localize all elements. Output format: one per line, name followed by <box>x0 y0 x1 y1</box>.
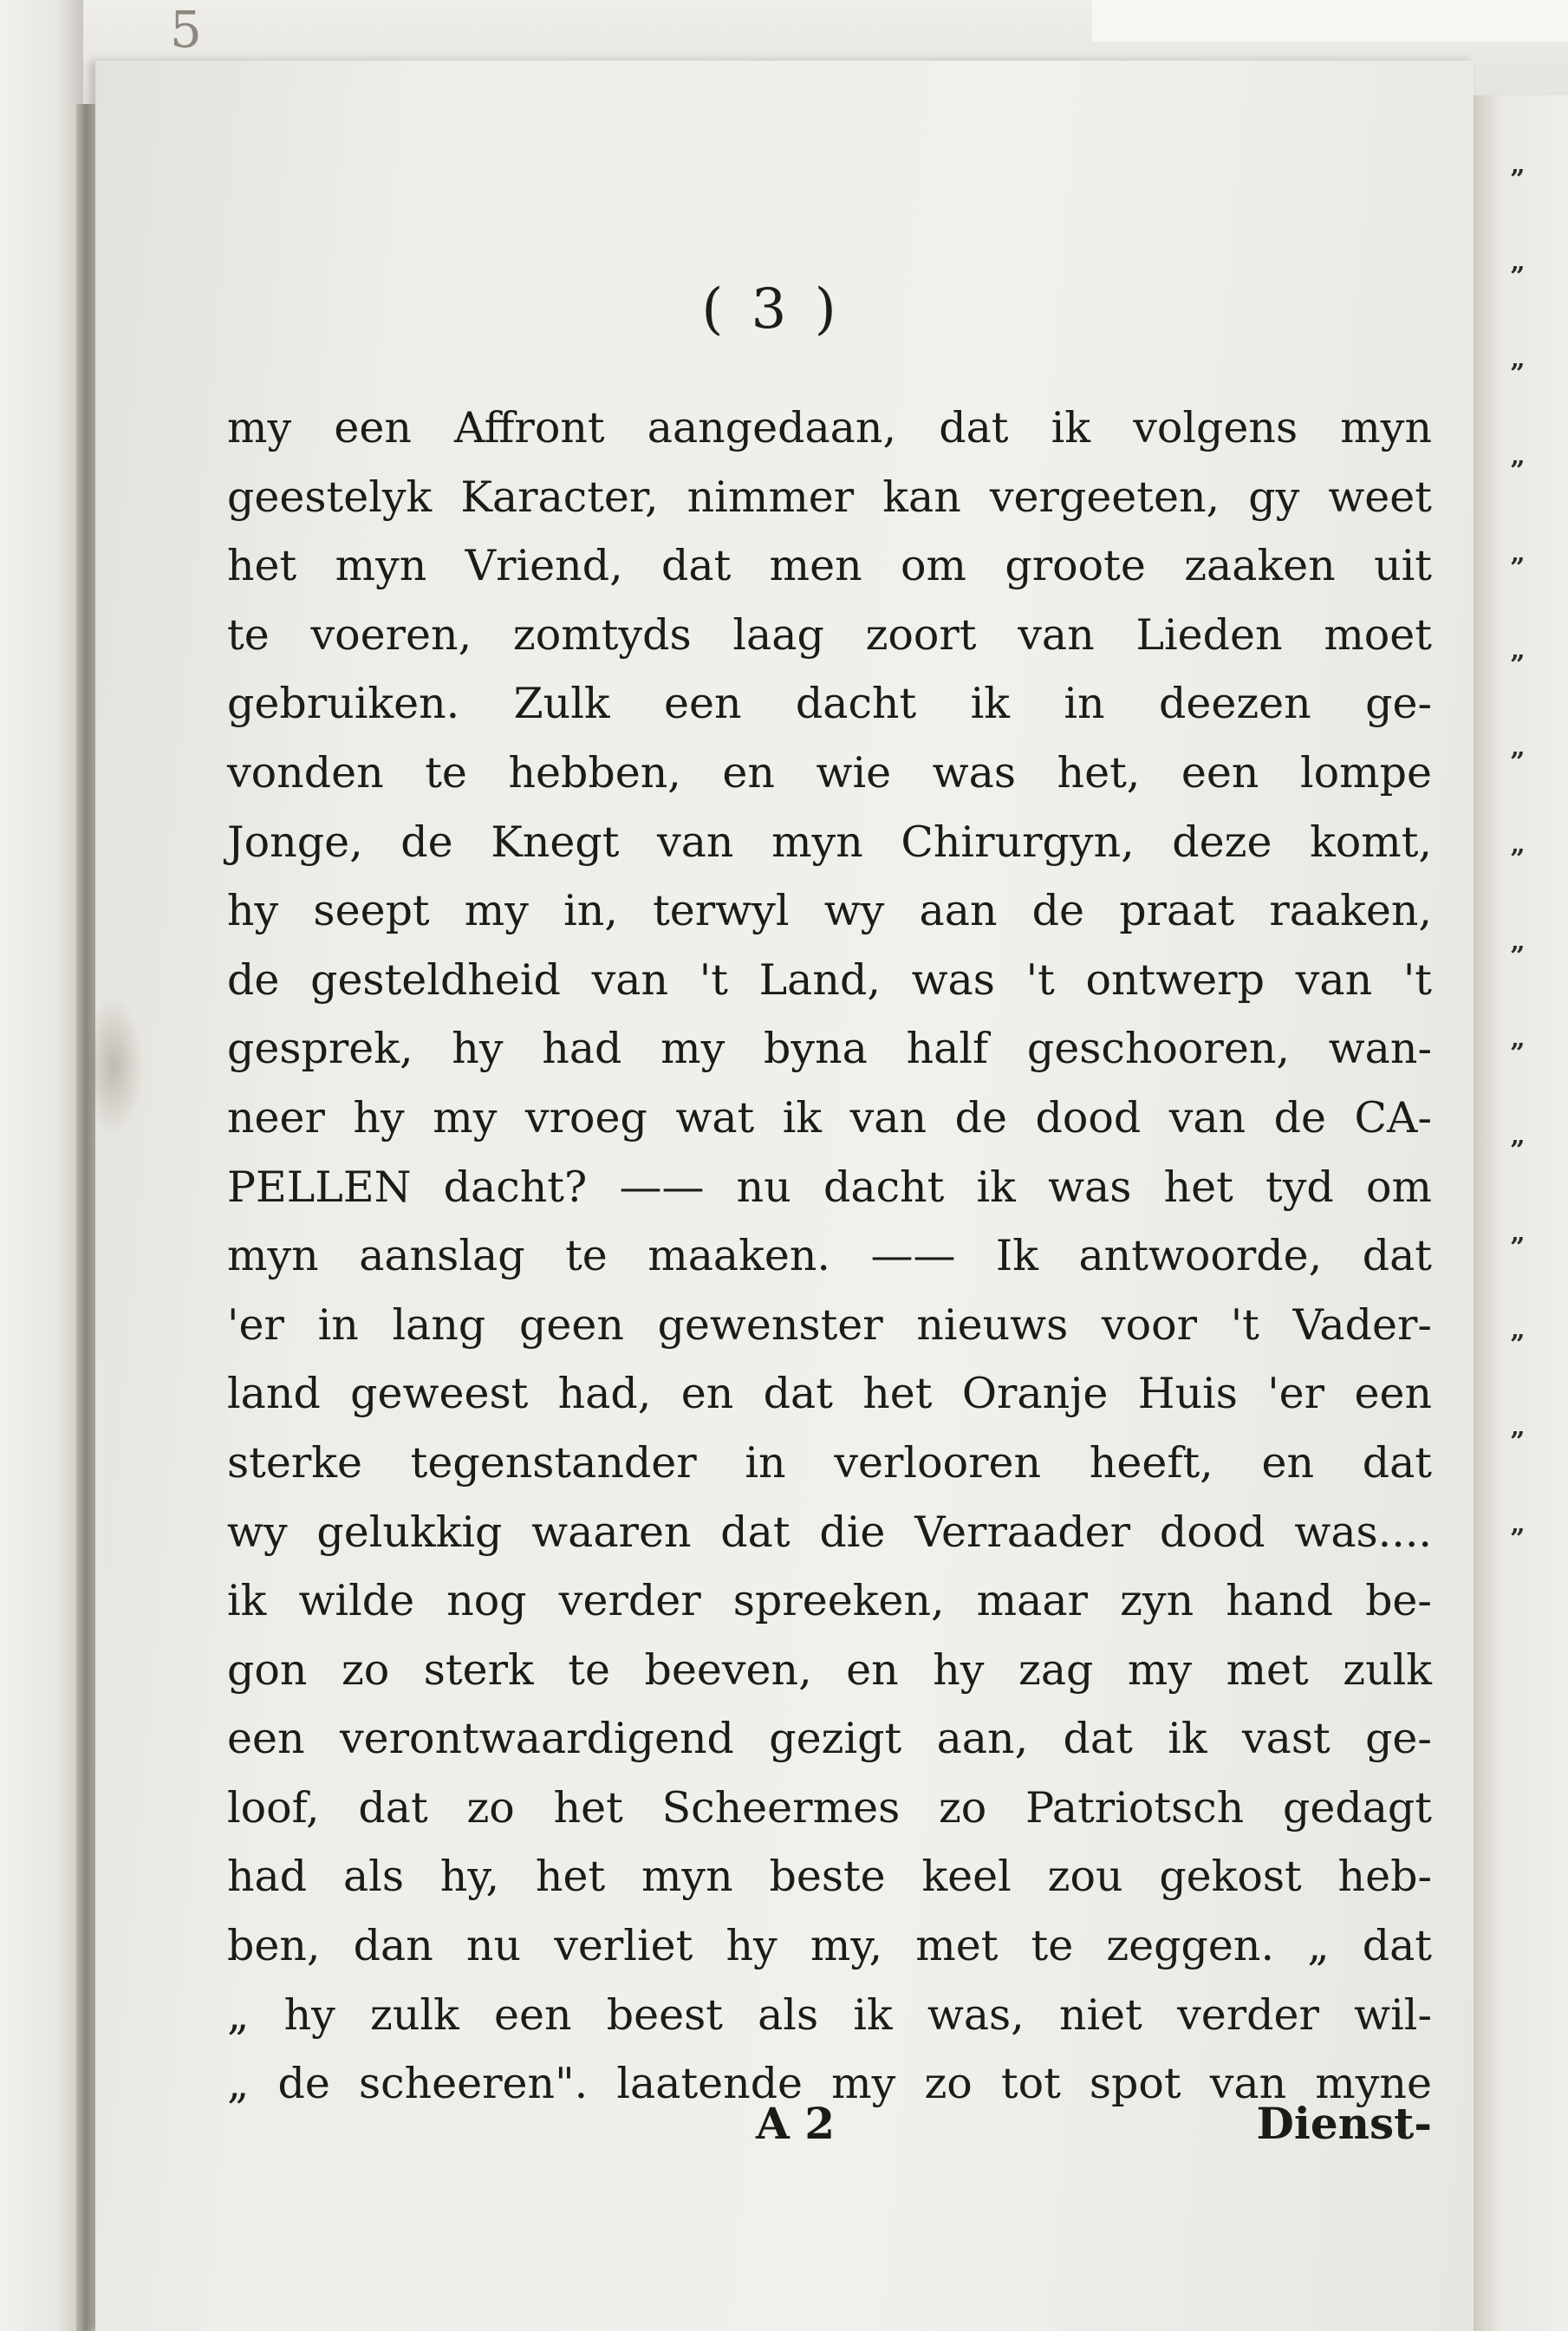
margin-quote-mark: ” <box>1510 844 1526 875</box>
text-line: land geweest had, en dat het Oranje Huis 'er een <box>227 1369 1432 1419</box>
text-line: loof, dat zo het Scheermes zo Patriotsch gedagt <box>227 1782 1432 1833</box>
text-line: sterke tegenstander in verlooren heeft, en dat <box>227 1437 1432 1488</box>
book-gutter <box>76 104 95 2331</box>
text-line: gebruiken. Zulk een dacht ik in deezen ge- <box>227 679 1432 729</box>
text-line: hy seept my in, terwyl wy aan de praat raaken, <box>227 886 1432 936</box>
text-line: ik wilde nog verder spreeken, maar zyn hand be- <box>227 1576 1432 1626</box>
text-line: een verontwaardigend gezigt aan, dat ik vast ge- <box>227 1714 1432 1764</box>
text-line: neer hy my vroeg wat ik van de dood van de CA- <box>227 1092 1432 1143</box>
margin-quote-mark: ” <box>1510 1330 1526 1360</box>
book-page <box>95 61 1474 2331</box>
text-line: te voeren, zomtyds laag zoort van Lieden moet <box>227 609 1432 660</box>
paper-edge-highlight <box>1092 0 1568 42</box>
right-margin-quote-marks <box>1510 165 1562 1621</box>
margin-quote-mark: ” <box>1510 1427 1526 1457</box>
signature-mark: A 2 <box>756 2098 835 2149</box>
text-line: 'er in lang geen gewenster nieuws voor 't Vader- <box>227 1299 1432 1350</box>
margin-quote-mark: ” <box>1510 262 1526 292</box>
margin-quote-mark: ” <box>1510 1233 1526 1263</box>
text-line: de gesteldheid van 't Land, was 't ontwerp van 't <box>227 954 1432 1005</box>
text-line: vonden te hebben, en wie was het, een lompe <box>227 747 1432 798</box>
text-line: gesprek, hy had my byna half geschooren, wan- <box>227 1024 1432 1074</box>
margin-quote-mark: ” <box>1510 1136 1526 1166</box>
text-line: „ hy zulk een beest als ik was, niet verder wil- <box>227 1989 1432 2040</box>
page-number: ( 3 ) <box>701 277 842 342</box>
corner-mark: 5 <box>170 0 202 59</box>
text-line: my een Affront aangedaan, dat ik volgens myn <box>227 403 1432 453</box>
text-line: myn aanslag te maaken. —— Ik antwoorde, dat <box>227 1231 1432 1281</box>
margin-quote-mark: ” <box>1510 553 1526 583</box>
text-line: had als hy, het myn beste keel zou gekost heb- <box>227 1852 1432 1902</box>
text-line: het myn Vriend, dat men om groote zaaken uit <box>227 541 1432 591</box>
text-line: ben, dan nu verliet hy my, met te zeggen. „ dat <box>227 1921 1432 1971</box>
margin-quote-mark: ” <box>1510 1039 1526 1069</box>
catchword: Dienst- <box>1256 2098 1432 2149</box>
text-line: gon zo sterk te beeven, en hy zag my met zulk <box>227 1644 1432 1695</box>
margin-quote-mark: ” <box>1510 1524 1526 1554</box>
paper-stain <box>83 997 144 1136</box>
text-line: PELLEN dacht? —— nu dacht ik was het tyd om <box>227 1162 1432 1212</box>
margin-quote-mark: ” <box>1510 650 1526 680</box>
margin-quote-mark: ” <box>1510 941 1526 972</box>
body-text <box>227 394 1432 2119</box>
text-line: Jonge, de Knegt van myn Chirurgyn, deze komt, <box>227 817 1432 867</box>
margin-quote-mark: ” <box>1510 359 1526 389</box>
text-line: „ de scheeren". laatende my zo tot spot van myne <box>227 2059 1432 2109</box>
page-footer <box>227 2098 1432 2167</box>
text-line: wy gelukkig waaren dat die Verraader dood was.... <box>227 1507 1432 1557</box>
margin-quote-mark: ” <box>1510 165 1526 195</box>
text-line: geestelyk Karacter, nimmer kan vergeeten, gy weet <box>227 472 1432 522</box>
left-page-strip <box>0 0 83 2331</box>
margin-quote-mark: ” <box>1510 456 1526 486</box>
margin-quote-mark: ” <box>1510 747 1526 778</box>
